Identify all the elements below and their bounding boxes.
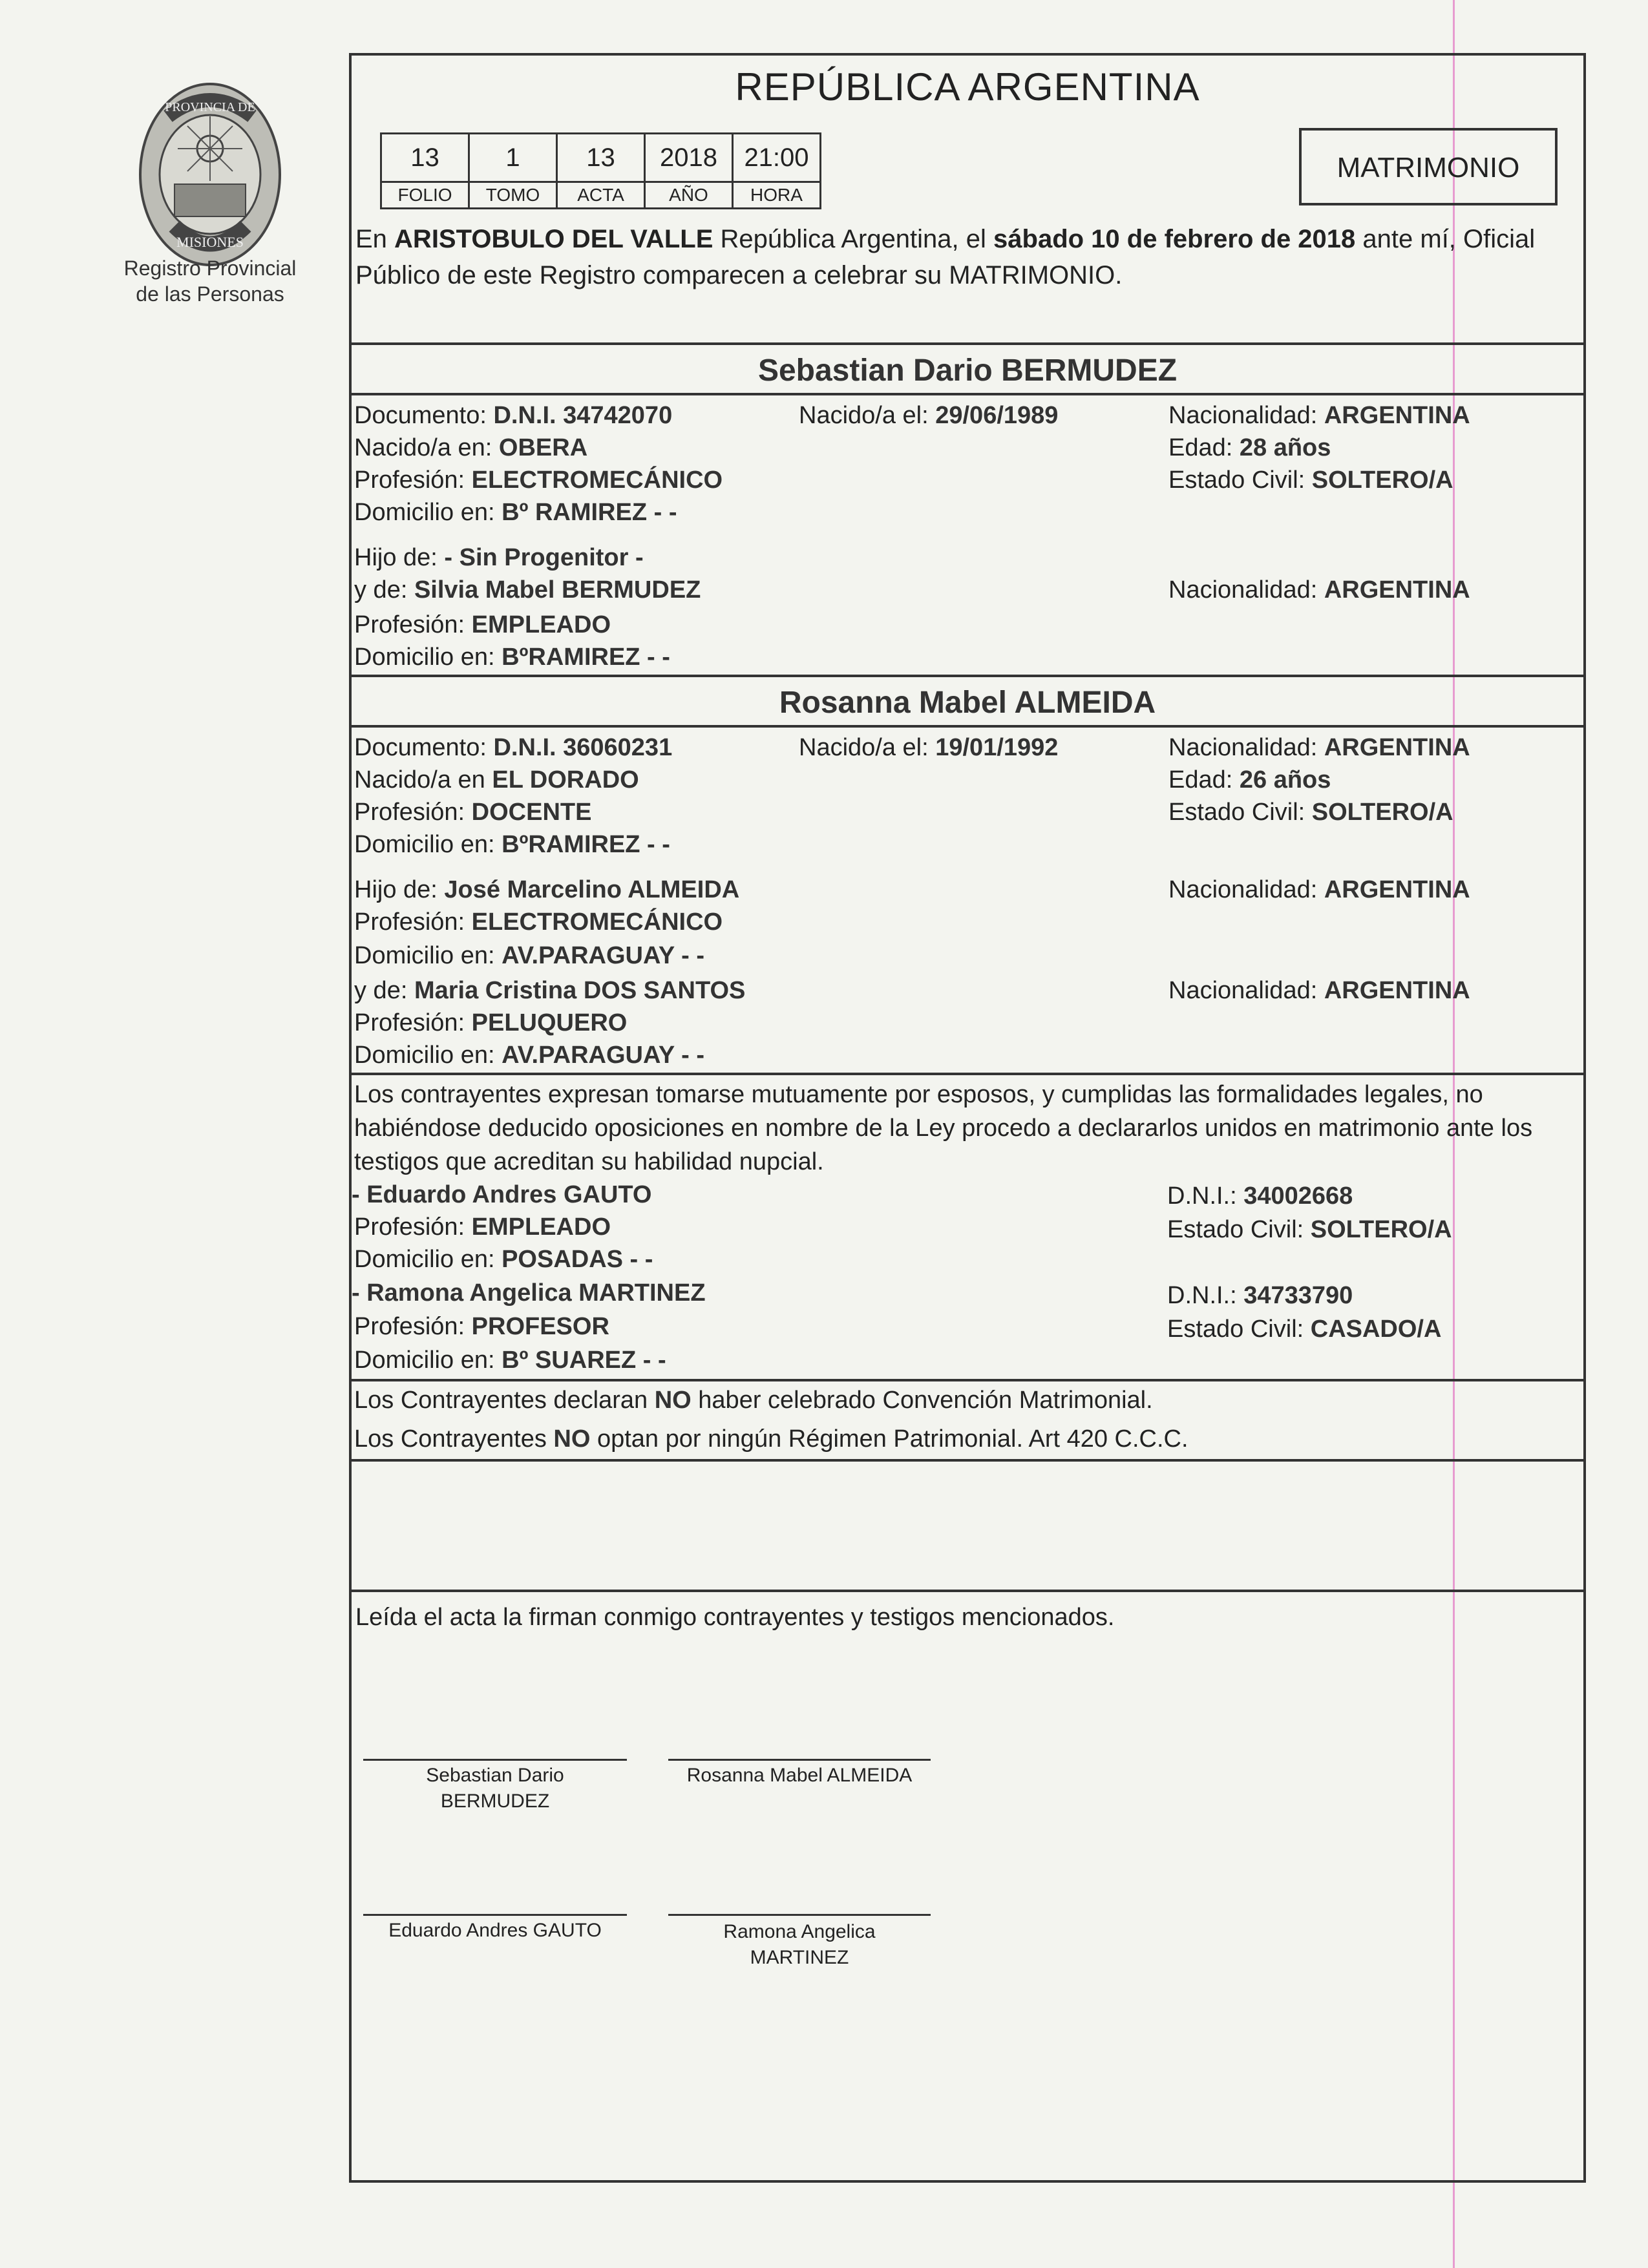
convention-line2: Los Contrayentes NO optan por ningún Régimen Patrimonial. Art 420 C.C.C. xyxy=(354,1425,1188,1453)
acta-label: ACTA xyxy=(557,182,645,209)
folio-value: 13 xyxy=(381,134,469,182)
divider xyxy=(349,1459,1586,1462)
c1-parent2-nationality: Nacionalidad: ARGENTINA xyxy=(1168,576,1470,604)
signature-line xyxy=(363,1914,627,1916)
divider xyxy=(349,1590,1586,1592)
folio-label: FOLIO xyxy=(381,182,469,209)
signature-name-3: Eduardo Andres GAUTO xyxy=(388,1920,602,1941)
witness2-civil: Estado Civil: CASADO/A xyxy=(1167,1316,1442,1343)
c2-parent1-nationality: Nacionalidad: ARGENTINA xyxy=(1168,876,1470,903)
c1-parent2-address: Domicilio en: BºRAMIREZ - - xyxy=(354,644,670,671)
tomo-value: 1 xyxy=(469,134,557,182)
divider xyxy=(349,393,1586,395)
svg-text:PROVINCIA DE: PROVINCIA DE xyxy=(165,100,255,114)
act-type-box: MATRIMONIO xyxy=(1299,128,1558,205)
c1-address: Domicilio en: Bº RAMIREZ - - xyxy=(354,499,677,526)
c1-age: Edad: 28 años xyxy=(1168,434,1331,461)
c2-parent1: Hijo de: José Marcelino ALMEIDA xyxy=(354,876,740,903)
c1-parent2: y de: Silvia Mabel BERMUDEZ xyxy=(354,576,701,604)
convention-line1: Los Contrayentes declaran NO haber celebrado Convención Matrimonial. xyxy=(354,1387,1153,1414)
signature-name-1: Sebastian Dario BERMUDEZ xyxy=(426,1765,564,1812)
c1-profession: Profesión: ELECTROMECÁNICO xyxy=(354,467,723,494)
closing-text: Leída el acta la firman conmigo contrayentes y testigos mencionados. xyxy=(355,1604,1115,1631)
witness1-profession: Profesión: EMPLEADO xyxy=(354,1213,611,1241)
ano-value: 2018 xyxy=(645,134,733,182)
witness1-address: Domicilio en: POSADAS - - xyxy=(354,1246,653,1273)
c2-parent2-profession: Profesión: PELUQUERO xyxy=(354,1009,628,1036)
witness2-profession: Profesión: PROFESOR xyxy=(354,1313,609,1340)
provincial-seal xyxy=(129,78,291,278)
c2-profession: Profesión: DOCENTE xyxy=(354,799,592,826)
divider xyxy=(349,1073,1586,1075)
contrayente1-name: Sebastian Dario BERMUDEZ xyxy=(757,353,1178,388)
declaration-text: Los contrayentes expresan tomarse mutuamente por esposos, y cumplidas las formalidades legales, no habiéndose deducido oposiciones en nombre de la Ley procedo a declararlos unidos en matrimonio ante los testigos que acreditan su habilidad nupcial. xyxy=(354,1081,1533,1175)
seal-caption: Registro Provincial de las Personas xyxy=(123,257,297,306)
svg-text:MISIONES: MISIONES xyxy=(176,234,244,250)
c2-parent1-profession: Profesión: ELECTROMECÁNICO xyxy=(354,908,723,936)
c1-civil-status: Estado Civil: SOLTERO/A xyxy=(1168,467,1453,494)
tomo-label: TOMO xyxy=(469,182,557,209)
ano-label: AÑO xyxy=(645,182,733,209)
signature-line xyxy=(668,1914,931,1916)
signature-line xyxy=(363,1759,627,1761)
c1-birth-place: Nacido/a en: OBERA xyxy=(354,434,588,461)
hora-value: 21:00 xyxy=(733,134,821,182)
signature-name-4: Ramona Angelica MARTINEZ xyxy=(723,1921,876,1968)
c2-parent1-address: Domicilio en: AV.PARAGUAY - - xyxy=(354,942,705,969)
c1-birth-date: Nacido/a el: 29/06/1989 xyxy=(799,402,1059,429)
signature-line xyxy=(668,1759,931,1761)
c2-nationality: Nacionalidad: ARGENTINA xyxy=(1168,734,1470,761)
page-title: REPÚBLICA ARGENTINA xyxy=(735,65,1200,109)
divider xyxy=(349,675,1586,677)
signature-name-2: Rosanna Mabel ALMEIDA xyxy=(686,1765,913,1786)
c1-doc: Documento: D.N.I. 34742070 xyxy=(354,402,673,429)
c2-parent2-nationality: Nacionalidad: ARGENTINA xyxy=(1168,977,1470,1004)
witness2-name: - Ramona Angelica MARTINEZ xyxy=(352,1279,706,1307)
acta-value: 13 xyxy=(557,134,645,182)
divider xyxy=(349,1379,1586,1381)
c2-birth-place: Nacido/a en EL DORADO xyxy=(354,766,639,793)
witness1-dni: D.N.I.: 34002668 xyxy=(1167,1182,1353,1210)
c1-parent2-profession: Profesión: EMPLEADO xyxy=(354,611,611,638)
c2-doc: Documento: D.N.I. 36060231 xyxy=(354,734,673,761)
witness1-name: - Eduardo Andres GAUTO xyxy=(352,1181,652,1208)
c2-address: Domicilio en: BºRAMIREZ - - xyxy=(354,831,670,858)
c1-parent1: Hijo de: - Sin Progenitor - xyxy=(354,544,644,571)
divider xyxy=(349,725,1586,728)
c2-parent2-address: Domicilio en: AV.PARAGUAY - - xyxy=(354,1042,705,1069)
intro-text: En ARISTOBULO DEL VALLE República Argentina, el sábado 10 de febrero de 2018 ante mí, Oficial Público de este Registro comparecen a celebrar su MATRIMONIO. xyxy=(355,225,1536,289)
c1-nationality: Nacionalidad: ARGENTINA xyxy=(1168,402,1470,429)
c2-civil-status: Estado Civil: SOLTERO/A xyxy=(1168,799,1453,826)
witness1-civil: Estado Civil: SOLTERO/A xyxy=(1167,1216,1452,1243)
c2-age: Edad: 26 años xyxy=(1168,766,1331,793)
folio-table xyxy=(380,132,821,209)
divider xyxy=(349,342,1586,345)
c2-birth-date: Nacido/a el: 19/01/1992 xyxy=(799,734,1059,761)
hora-label: HORA xyxy=(733,182,821,209)
witness2-address: Domicilio en: Bº SUAREZ - - xyxy=(354,1347,666,1374)
contrayente2-name: Rosanna Mabel ALMEIDA xyxy=(779,686,1156,720)
witness2-dni: D.N.I.: 34733790 xyxy=(1167,1282,1353,1309)
c2-parent2: y de: Maria Cristina DOS SANTOS xyxy=(354,977,746,1004)
